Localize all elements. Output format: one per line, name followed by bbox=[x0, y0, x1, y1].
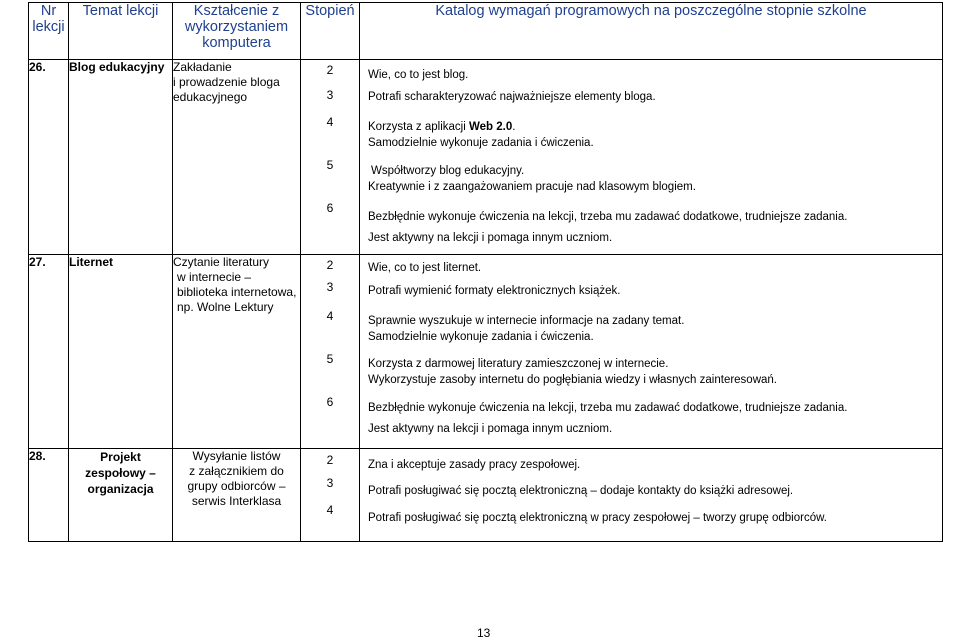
row-ksztalcenie bbox=[173, 255, 301, 449]
ksztalcenie-line: edukacyjnego bbox=[173, 90, 248, 104]
ksztalcenie-line: Zakładanie bbox=[173, 60, 232, 74]
requirements-table bbox=[28, 2, 943, 542]
requirement-text: Bezbłędnie wykonuje ćwiczenia na lekcji, trzeba mu zadawać dodatkowe, trudniejsze zadania. bbox=[368, 211, 848, 223]
level-number: 2 bbox=[326, 453, 334, 467]
row-katalog bbox=[360, 449, 943, 542]
requirement-text: Potrafi posługiwać się pocztą elektroniczną – dodaje kontakty do książki adresowej. bbox=[368, 485, 794, 497]
row-nr: 26. bbox=[29, 60, 69, 255]
row-ksztalcenie bbox=[173, 60, 301, 255]
requirement-text: Korzysta z darmowej literatury zamieszczonej w internecie. bbox=[368, 358, 669, 370]
requirement-text: Jest aktywny na lekcji i pomaga innym uczniom. bbox=[368, 423, 613, 435]
row-stopien bbox=[301, 449, 360, 542]
requirement-bold: Web 2.0 bbox=[468, 121, 513, 133]
level-number: 3 bbox=[326, 88, 334, 102]
row-katalog bbox=[360, 60, 943, 255]
table-row bbox=[29, 449, 943, 542]
level-number: 2 bbox=[326, 63, 334, 77]
header-katalog: Katalog wymagań programowych na poszczególne stopnie szkolne bbox=[360, 3, 943, 60]
level-number: 6 bbox=[326, 395, 334, 409]
requirement-text: Współtworzy blog edukacyjny. bbox=[371, 165, 525, 177]
requirement-text-part: Korzysta z aplikacji bbox=[368, 121, 469, 133]
level-number: 3 bbox=[326, 476, 334, 490]
row-temat: Liternet bbox=[69, 255, 173, 449]
level-number: 4 bbox=[326, 503, 334, 517]
requirement-text bbox=[360, 120, 942, 136]
ksztalcenie-line: Czytanie literatury bbox=[173, 255, 270, 269]
page-number: 13 bbox=[477, 626, 491, 640]
row-ksztalcenie bbox=[173, 449, 301, 542]
temat-line: Projekt bbox=[100, 450, 141, 464]
ksztalcenie-line: z załącznikiem do bbox=[189, 464, 284, 478]
requirement-tail: . bbox=[512, 121, 516, 133]
temat-line: zespołowy – bbox=[85, 466, 156, 480]
requirement-text: Sprawnie wyszukuje w internecie informacje na zadany temat. bbox=[368, 315, 685, 327]
level-number: 4 bbox=[326, 115, 334, 129]
row-nr: 27. bbox=[29, 255, 69, 449]
ksztalcenie-line: serwis Interklasa bbox=[191, 494, 282, 508]
temat-line: organizacja bbox=[87, 482, 154, 496]
requirement-text: Samodzielnie wykonuje zadania i ćwiczenia. bbox=[368, 136, 594, 149]
ksztalcenie-line: biblioteka internetowa, bbox=[177, 285, 297, 299]
requirement-text: Samodzielnie wykonuje zadania i ćwiczenia. bbox=[368, 330, 594, 343]
row-nr: 28. bbox=[29, 449, 69, 542]
requirement-text: Wykorzystuje zasoby internetu do pogłębiania wiedzy i własnych zainteresowań. bbox=[368, 373, 777, 386]
row-stopien bbox=[301, 255, 360, 449]
row-temat: Blog edukacyjny bbox=[69, 60, 173, 255]
requirement-text: Bezbłędnie wykonuje ćwiczenia na lekcji, trzeba mu zadawać dodatkowe, trudniejsze zadania. bbox=[368, 402, 848, 414]
requirement-text: Wie, co to jest blog. bbox=[368, 69, 469, 81]
row-stopien bbox=[301, 60, 360, 255]
header-stopien: Stopień bbox=[301, 3, 360, 60]
level-number: 5 bbox=[326, 158, 334, 172]
level-number: 6 bbox=[326, 201, 334, 215]
requirement-text: Potrafi wymienić formaty elektronicznych książek. bbox=[368, 285, 621, 297]
ksztalcenie-line: w internecie – bbox=[177, 270, 252, 284]
level-number: 5 bbox=[326, 352, 334, 366]
requirement-text: Jest aktywny na lekcji i pomaga innym uczniom. bbox=[368, 232, 613, 244]
table-row bbox=[29, 60, 943, 255]
requirement-text: Potrafi posługiwać się pocztą elektroniczną w pracy zespołowej – tworzy grupę odbiorców. bbox=[368, 512, 827, 524]
level-number: 2 bbox=[326, 258, 334, 272]
table-header-row bbox=[29, 3, 943, 60]
level-number: 4 bbox=[326, 309, 334, 323]
header-nr: Nr lekcji bbox=[29, 3, 69, 60]
row-katalog bbox=[360, 255, 943, 449]
header-ksztalcenie: Kształcenie z wykorzystaniem komputera bbox=[173, 3, 301, 60]
header-temat: Temat lekcji bbox=[69, 3, 173, 60]
row-temat bbox=[69, 449, 173, 542]
level-number: 3 bbox=[326, 280, 334, 294]
requirement-text: Wie, co to jest liternet. bbox=[368, 262, 482, 274]
ksztalcenie-line: grupy odbiorców – bbox=[187, 479, 286, 493]
ksztalcenie-line: Wysyłanie listów bbox=[192, 449, 281, 463]
table-row bbox=[29, 255, 943, 449]
requirement-text: Zna i akceptuje zasady pracy zespołowej. bbox=[368, 459, 581, 471]
ksztalcenie-line: np. Wolne Lektury bbox=[177, 300, 274, 314]
requirement-text: Kreatywnie i z zaangażowaniem pracuje nad klasowym blogiem. bbox=[368, 180, 696, 193]
ksztalcenie-line: i prowadzenie bloga bbox=[173, 75, 280, 89]
requirement-text: Potrafi scharakteryzować najważniejsze elementy bloga. bbox=[368, 91, 656, 103]
